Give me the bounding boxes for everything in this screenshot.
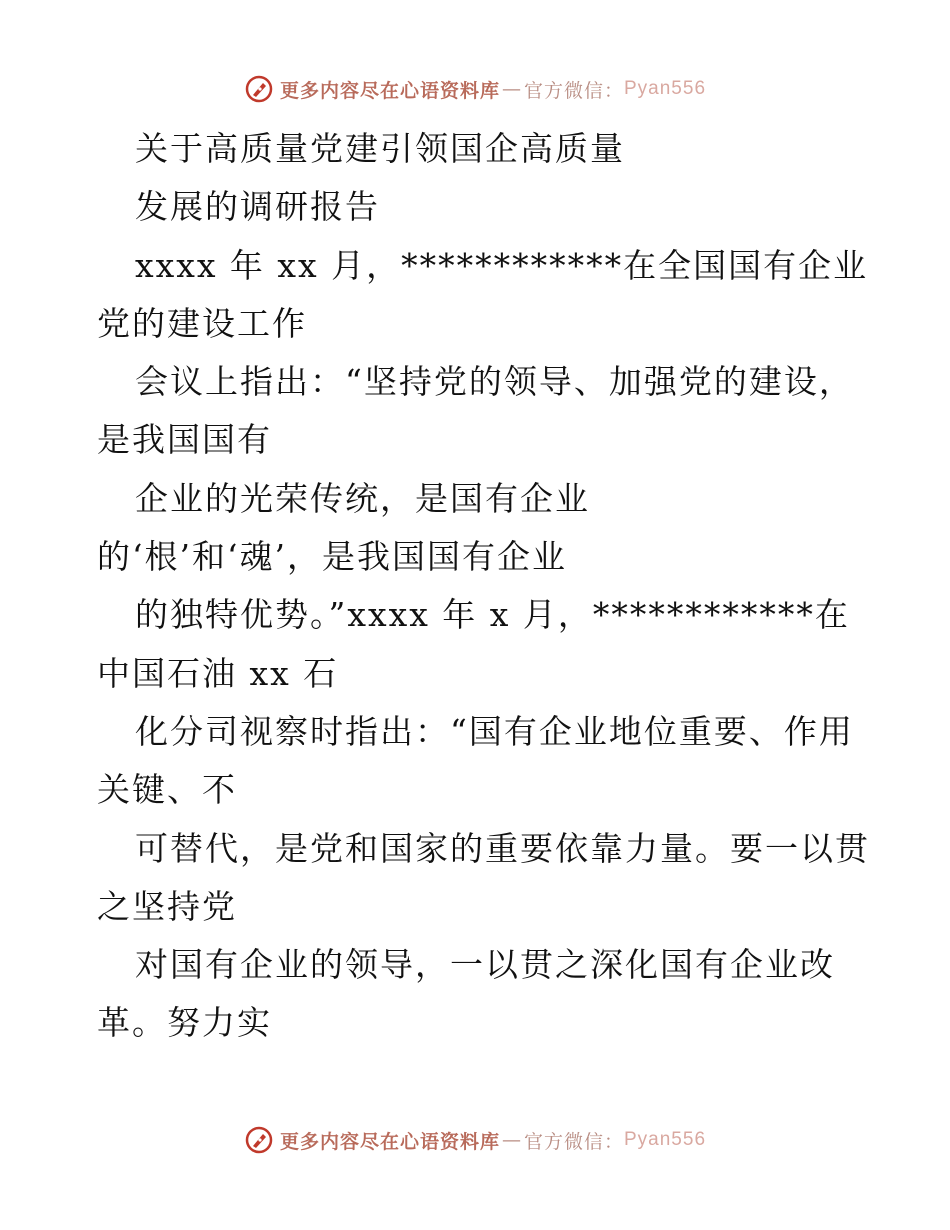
document-line: 关键、不 [97,770,237,810]
document-line: 会议上指出：“坚持党的领导、加强党的建设， [135,362,854,402]
header-watermark [0,74,950,104]
watermark-main-text: 更多内容尽在心语资料库 [279,1130,500,1153]
document-line: 之坚持党 [97,886,237,926]
document-line: 可替代，是党和国家的重要依靠力量。要一以贯 [135,828,870,868]
document-line: 发展的调研报告 [135,187,380,227]
document-line: 革。努力实 [97,1003,272,1043]
document-line: 对国有企业的领导，一以贯之深化国有企业改 [135,945,835,985]
watermark-label: 官方微信： [523,79,624,102]
watermark-account: Pyan556 [624,78,707,99]
pen-nib-logo-icon [244,1125,274,1155]
footer-watermark [0,1125,950,1155]
watermark-separator: — [501,1129,522,1151]
document-line: 的‘根’和‘魂’，是我国国有企业 [97,537,567,577]
watermark-account: Pyan556 [624,1129,707,1150]
document-line: 的独特优势。”xxxx 年 x 月，************在 [135,595,850,635]
document-line: 关于高质量党建引领国企高质量 [135,129,625,168]
document-body [97,120,877,1053]
document-line: 中国石油 xx 石 [97,653,339,693]
watermark-separator: — [501,78,522,100]
watermark-main-text: 更多内容尽在心语资料库 [279,79,500,102]
document-line: 党的建设工作 [97,303,307,343]
document-line: 化分司视察时指出：“国有企业地位重要、作用 [135,711,854,751]
document-line: xxxx 年 xx 月，************在全国国有企业 [135,245,869,285]
pen-nib-logo-icon [244,74,274,104]
document-line: 企业的光荣传统，是国有企业 [135,478,590,518]
document-line: 是我国国有 [97,420,272,460]
watermark-label: 官方微信： [523,1130,624,1153]
